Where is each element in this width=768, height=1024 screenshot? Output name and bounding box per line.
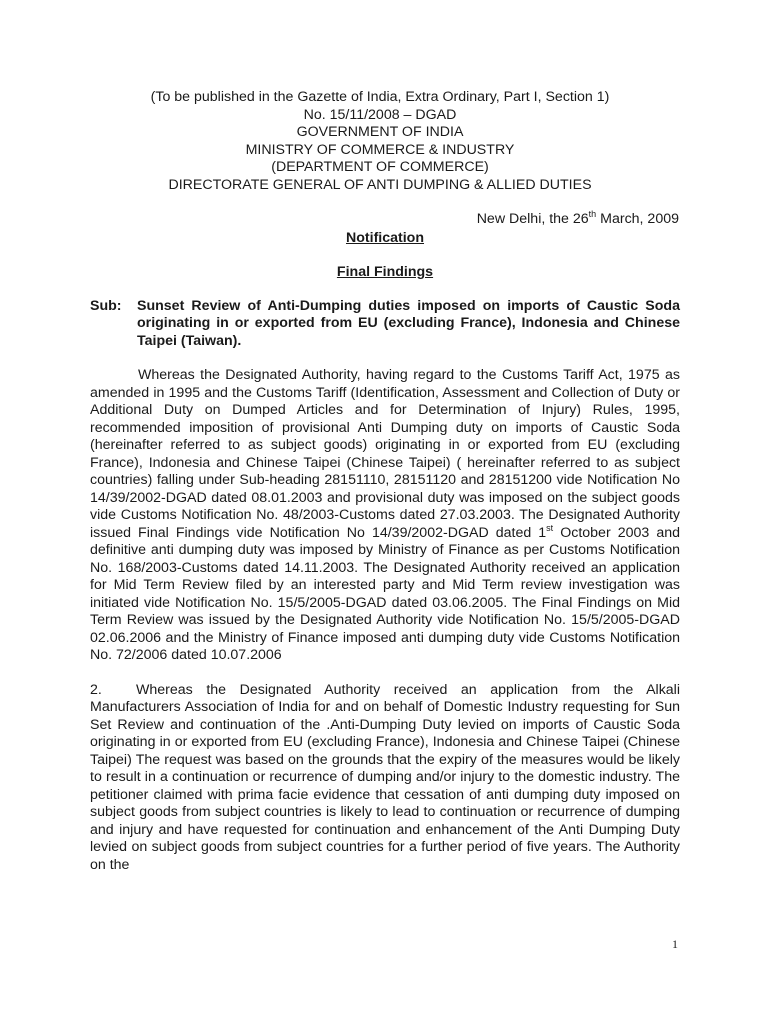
government-line: GOVERNMENT OF INDIA — [296, 124, 464, 140]
date-prefix: New Delhi, the 26 — [476, 211, 589, 227]
subject-label: Sub: — [90, 298, 122, 314]
final-findings-title: Final Findings — [336, 264, 434, 280]
paragraph-1 — [90, 367, 680, 665]
subject-block — [90, 298, 680, 350]
directorate-line: DIRECTORATE GENERAL OF ANTI DUMPING & ALLIED DUTIES — [168, 176, 592, 193]
paragraph-1-part2: October 2003 and definitive anti dumping duty was imposed by Ministry of Finance as per Customs Notification No. 168/2003-Customs dated 14.11.2003. The Designated Authority received an application for Mid Term Review filed by an interested party and Mid Term review investigation was initiated vide Notification No. 15/5/2005-DGAD dated 03.06.2005. The Final Findings on Mid Term Review was issued by the Designated Authority vide Notification No. 15/5/2005-DGAD 02.06.2006 and the Ministry of Finance imposed anti dumping duty vide Customs Notification No. 72/2006 dated 10.07.2006 — [90, 524, 680, 664]
gazette-line: (To be published in the Gazette of India, Extra Ordinary, Part I, Section 1) — [150, 89, 610, 105]
ministry-line: MINISTRY OF COMMERCE & INDUSTRY — [245, 141, 515, 158]
gazette-header — [85, 89, 675, 194]
paragraph-2-text: Whereas the Designated Authority received an application from the Alkali Manufacturers Association of India for and on behalf of Domestic Industry requesting for Sun Set Review and continuation of the .Anti-Dumping Duty levied on imports of Caustic Soda originating in or exported from EU (excluding France), Indonesia and Chinese Taipei (Chinese Taipei) The request was based on the grounds that the expiry of the measures would be likely to result in a continuation or recurrence of dumping and/or injury to the domestic industry. The petitioner claimed with prima facie evidence that cessation of anti dumping duty imposed on subject goods from subject countries is likely to lead to continuation or recurrence of dumping and injury and have requested for continuation and enhancement of the Anti Dumping Duty levied on subject goods from subject countries for a further period of five years. The Authority on the — [90, 681, 680, 873]
page-number: 1 — [672, 937, 678, 951]
subject-text: Sunset Review of Anti-Dumping duties imposed on imports of Caustic Soda originating in or exported from EU (excluding France), Indonesia and Chinese Taipei (Taiwan). — [137, 298, 680, 349]
notification-number: No. 15/11/2008 – DGAD — [303, 106, 457, 123]
date-sup: th — [588, 209, 597, 219]
document-page — [90, 89, 680, 874]
paragraph-1-sup: st — [546, 522, 554, 533]
paragraph-2 — [90, 682, 680, 875]
date-suffix: March, 2009 — [596, 211, 679, 227]
paragraph-2-number: 2. — [90, 681, 102, 698]
department-line: (DEPARTMENT OF COMMERCE) — [271, 159, 489, 175]
paragraph-1-part1: Whereas the Designated Authority, having regard to the Customs Tariff Act, 1975 as amended in 1995 and the Customs Tariff (Identification, Assessment and Collection of Duty or Additional Duty on Dumped Articles and for Determination of Injury) Rules, 1995, recommended imposition of provisional Anti Dumping duty on imports of Caustic Soda (hereinafter referred to as subject goods) originating in or exported from EU (excluding France), Indonesia and Chinese Taipei (Chinese Taipei) ( hereinafter referred to as subject countries) falling under Sub-heading 28151110, 28151120 and 28151200 vide Notification No 14/39/2002-DGAD dated 08.01.2003 and provisional duty was imposed on the subject goods vide Customs Notification No. 48/2003-Customs dated 27.03.2003. The Designated Authority issued Final Findings vide Notification No 14/39/2002-DGAD dated 1 — [90, 367, 680, 541]
notification-title: Notification — [345, 230, 425, 246]
issue-date — [90, 211, 679, 228]
